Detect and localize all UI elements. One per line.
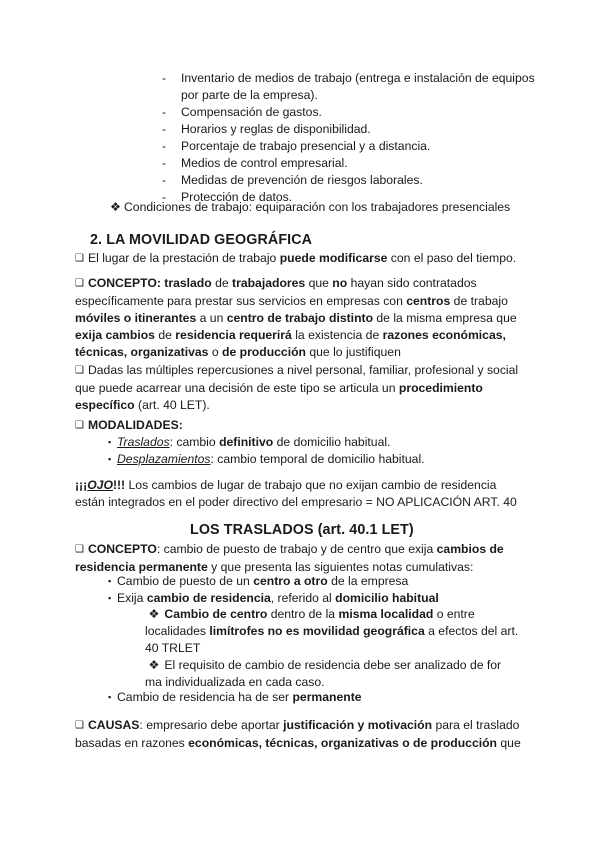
modalidades-label: ❑ MODALIDADES: — [75, 418, 183, 432]
section-heading: 2. LA MOVILIDAD GEOGRÁFICA — [90, 232, 313, 248]
nota-item: ▪ Cambio de residencia ha de ser permanente — [108, 690, 362, 704]
bullet-icon: ▪ — [108, 437, 112, 447]
list-item: - Protección de datos. — [162, 190, 293, 204]
paragraph-ojo: ¡¡¡OJO!!! Los cambios de lugar de trabajo que no exijan cambio de residencia están integrados en el poder directivo del empresario = NO APLICACIÓN ART. 40 — [75, 478, 517, 509]
telework-agreement-list — [162, 70, 542, 206]
checkbox-bullet-icon: ❑ — [75, 544, 84, 555]
sub-note-item: ❖ Cambio de centro dentro de la misma localidad o entre localidades limítrofes no es movilidad geográfica a efectos del art. 40 TRLET — [145, 607, 519, 655]
diamond-bullet-icon: ❖ — [110, 200, 121, 214]
checkbox-bullet-icon: ❑ — [75, 420, 84, 431]
list-item: - Horarios y reglas de disponibilidad. — [162, 122, 371, 136]
checkbox-bullet-icon: ❑ — [75, 365, 84, 376]
list-item: - Compensación de gastos. — [162, 105, 322, 119]
bullet-icon: ▪ — [108, 576, 112, 586]
sub-note-item: ❖ El requisito de cambio de residencia debe ser analizado de for ma individualizada en cada caso. — [145, 658, 502, 689]
checkbox-bullet-icon: ❑ — [75, 278, 84, 289]
subsection-heading: LOS TRASLADOS (art. 40.1 LET) — [190, 522, 414, 538]
bullet-icon: ▪ — [108, 593, 112, 603]
bullet-icon: ▪ — [108, 454, 112, 464]
list-item: - Inventario de medios de trabajo (entrega e instalación de equipos por parte de la empresa). — [162, 71, 535, 102]
paragraph-causas: ❑ CAUSAS: empresario debe aportar justificación y motivación para el traslado basadas en razones económicas, técnicas, organizativas o de producción que — [75, 718, 521, 750]
paragraph-traslado-concepto: ❑ CONCEPTO: cambio de puesto de trabajo y de centro que exija cambios de residencia permanente y que presenta las siguientes notas cumulativas: — [75, 542, 504, 574]
list-item: - Porcentaje de trabajo presencial y a distancia. — [162, 139, 431, 153]
paragraph-procedure: ❑ Dadas las múltiples repercusiones a nivel personal, familiar, profesional y social que puede acarrear una decisión de este tipo se articula un procedimiento específico (art. 40 LET). — [75, 363, 519, 412]
checkbox-bullet-icon: ❑ — [75, 720, 84, 731]
diamond-bullet-icon: ❖ — [148, 658, 160, 672]
list-item: - Medios de control empresarial. — [162, 156, 348, 170]
conditions-line: ❖ Condiciones de trabajo: equiparación con los trabajadores presenciales — [110, 200, 511, 214]
nota-item: ▪ Cambio de puesto de un centro a otro de la empresa — [108, 574, 409, 588]
paragraph-workplace-change: ❑ El lugar de la prestación de trabajo puede modificarse con el paso del tiempo. — [75, 251, 517, 265]
modalidad-item: ▪ Desplazamientos: cambio temporal de domicilio habitual. — [108, 452, 425, 466]
nota-item: ▪ Exija cambio de residencia, referido al domicilio habitual — [108, 591, 439, 605]
paragraph-concepto: ❑ CONCEPTO: traslado de trabajadores que no hayan sido contratados específicamente para prestar sus servicios en empresas con centros de trabajo móviles o itinerantes a un centro de trabajo distinto de la misma empresa que exija cambios de residencia requerirá la existencia de razones económicas, técnicas, organizativas o de producción que lo justifiquen — [75, 276, 517, 359]
bullet-icon: ▪ — [108, 692, 112, 702]
checkbox-bullet-icon: ❑ — [75, 253, 84, 264]
list-item: - Medidas de prevención de riesgos laborales. — [162, 173, 423, 187]
diamond-bullet-icon: ❖ — [148, 607, 160, 621]
modalidad-item: ▪ Traslados: cambio definitivo de domicilio habitual. — [108, 435, 391, 449]
